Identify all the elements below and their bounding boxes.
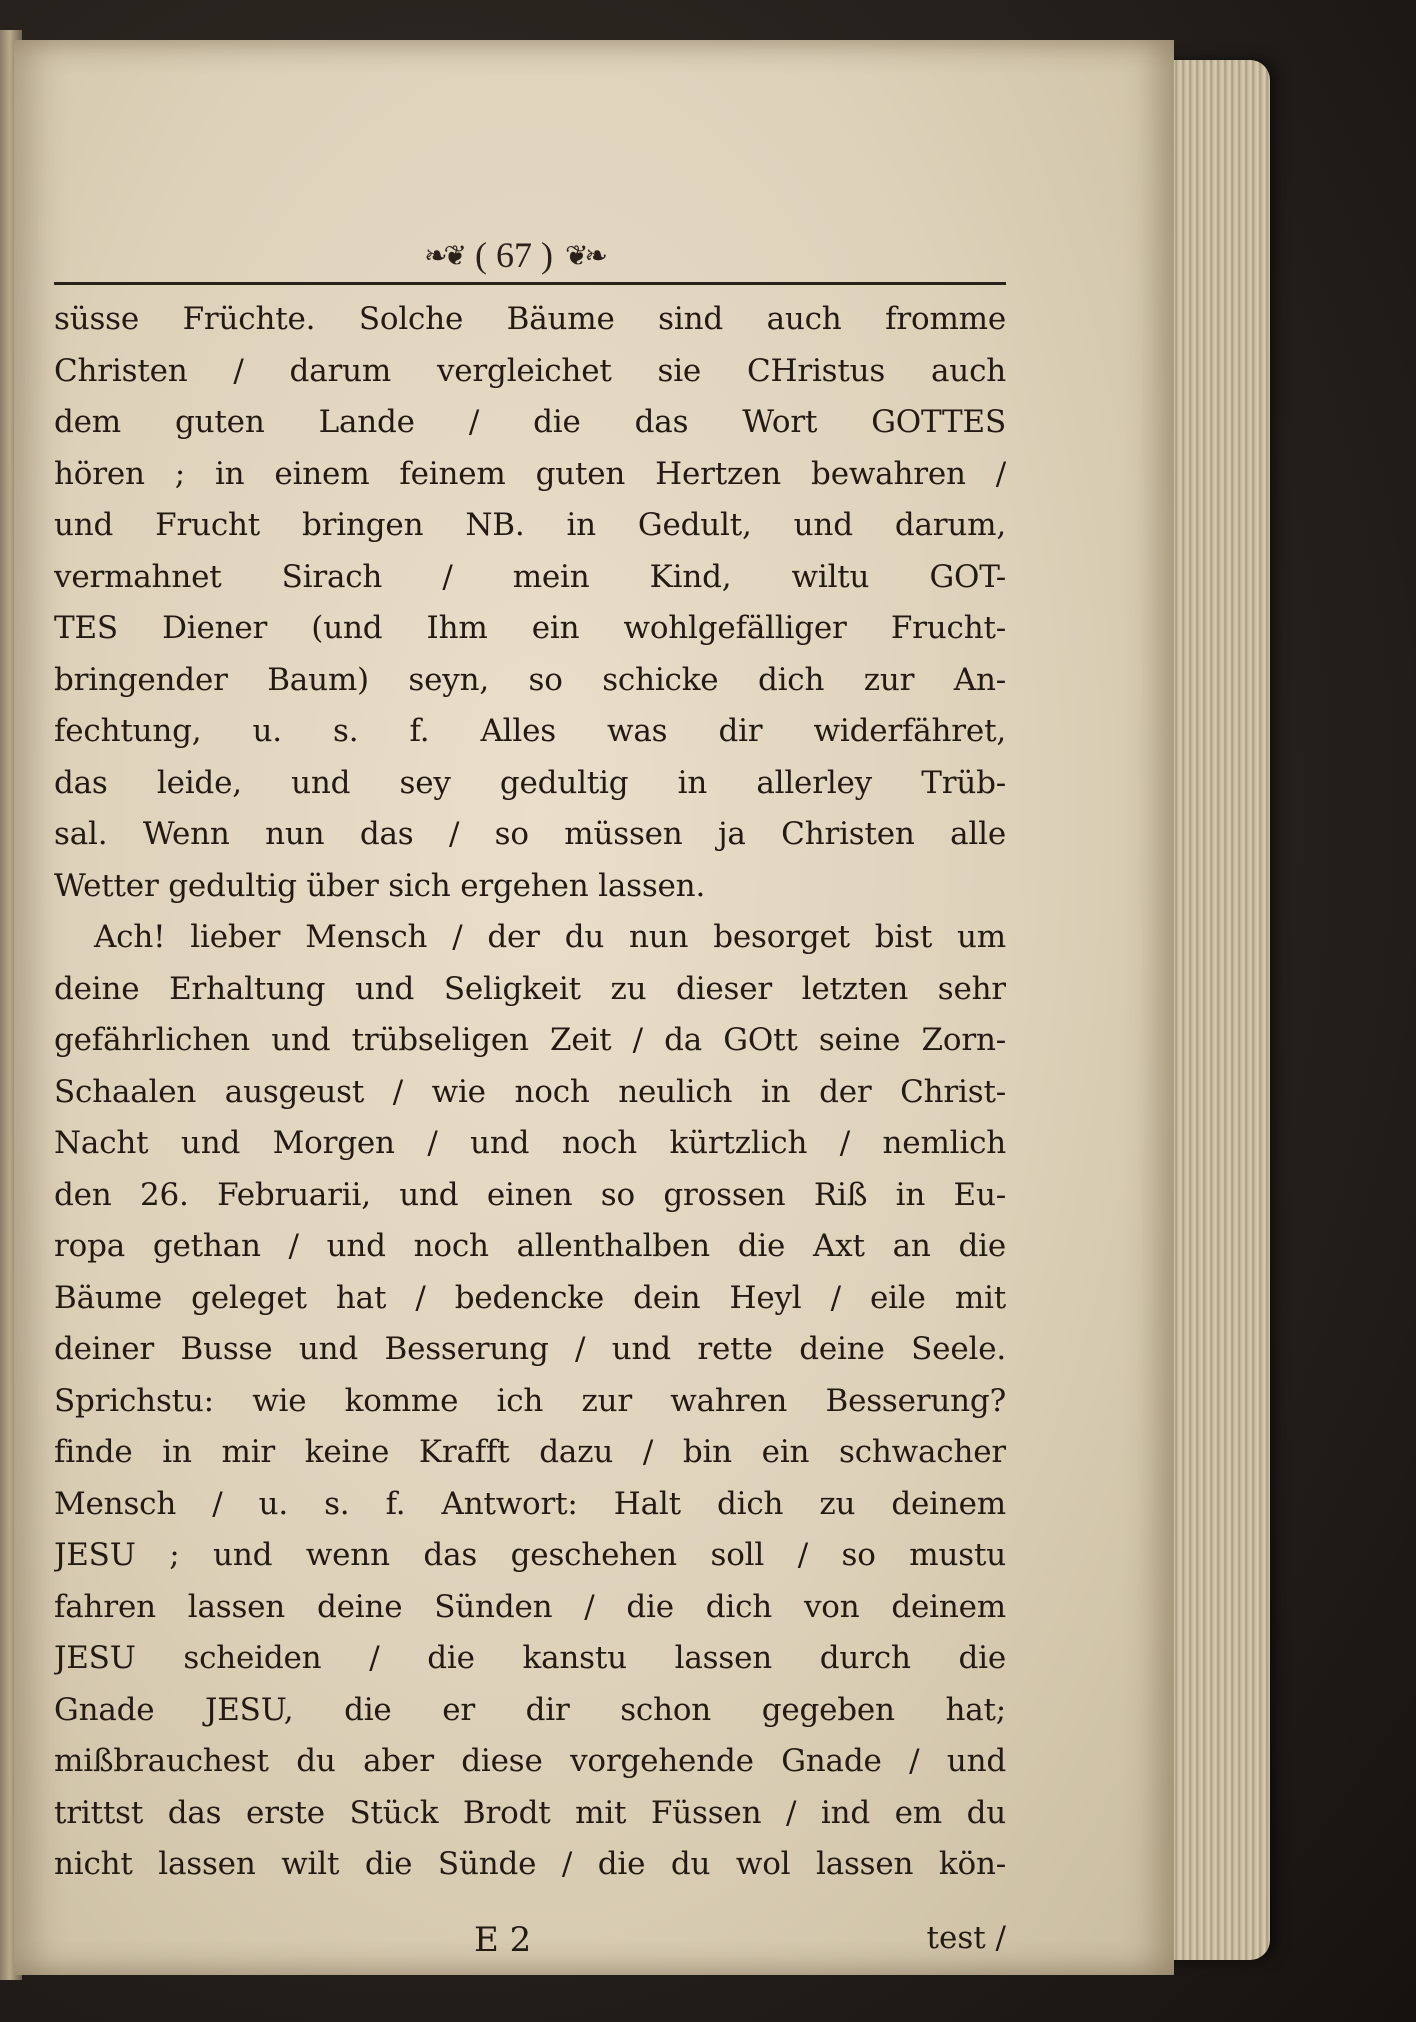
text-line: Bäume geleget hat / bedencke dein Heyl / eile mit xyxy=(54,1279,1006,1316)
text-line: fahren lassen deine Sünden / die dich von deinem xyxy=(54,1588,1006,1625)
text-line: süsse Früchte. Solche Bäume sind auch fromme xyxy=(54,301,1006,337)
text-line: Wetter gedultig über sich ergehen lassen. xyxy=(54,867,706,904)
catchword: test / xyxy=(926,1920,1006,1956)
text-line: JESU ; und wenn das geschehen soll / so mustu xyxy=(54,1537,1006,1573)
text-line: deine Erhaltung und Seligkeit zu dieser letzten sehr xyxy=(54,970,1006,1007)
text-line: sal. Wenn nun das / so müssen ja Christen alle xyxy=(54,816,1006,852)
text-line: Ach! lieber Mensch / der du nun besorget bist um xyxy=(94,919,1006,955)
page-footer xyxy=(54,1920,1006,1970)
text-line: Christen / darum vergleichet sie CHristus auch xyxy=(54,352,1006,389)
text-line: dem guten Lande / die das Wort GOTTES xyxy=(54,404,1006,440)
text-line: Mensch / u. s. f. Antwort: Halt dich zu deinem xyxy=(54,1485,1006,1522)
text-line: vermahnet Sirach / mein Kind, wiltu GOT- xyxy=(54,558,1006,595)
text-line: JESU scheiden / die kanstu lassen durch die xyxy=(54,1640,1006,1676)
text-line: das leide, und sey gedultig in allerley Trüb- xyxy=(54,764,1006,801)
text-line: fechtung, u. s. f. Alles was dir widerfähret, xyxy=(54,713,1006,749)
ornament-right-icon: ❦❧ xyxy=(564,238,604,272)
text-line: bringender Baum) seyn, so schicke dich zur An- xyxy=(54,661,1006,698)
text-line: trittst das erste Stück Brodt mit Füssen / ind em du xyxy=(54,1794,1006,1831)
text-line: nicht lassen wilt die Sünde / die du wol lassen kön- xyxy=(54,1846,1006,1882)
body-text xyxy=(54,294,1006,1891)
text-line: Nacht und Morgen / und noch kürtzlich / nemlich xyxy=(54,1125,1006,1161)
text-line: finde in mir keine Krafft dazu / bin ein schwacher xyxy=(54,1434,1006,1470)
text-line: den 26. Februarii, und einen so grossen Riß in Eu- xyxy=(54,1176,1006,1213)
page-header xyxy=(354,235,674,275)
text-line: hören ; in einem feinem guten Hertzen bewahren / xyxy=(54,455,1006,492)
ornament-left-icon: ❧❦ xyxy=(424,238,463,272)
header-rule xyxy=(54,282,1006,285)
text-line: Gnade JESU, die er dir schon gegeben hat; xyxy=(54,1691,1006,1728)
text-line: Sprichstu: wie komme ich zur wahren Besserung? xyxy=(54,1382,1006,1419)
text-line: mißbrauchest du aber diese vorgehende Gnade / und xyxy=(54,1743,1006,1779)
book-page xyxy=(14,40,1174,1975)
signature-mark: E 2 xyxy=(474,1920,532,1960)
page-number: ( 67 ) xyxy=(475,235,553,275)
text-line: TES Diener (und Ihm ein wohlgefälliger Frucht- xyxy=(54,610,1006,646)
text-line: deiner Busse und Besserung / und rette deine Seele. xyxy=(54,1331,1006,1367)
text-line: Schaalen ausgeust / wie noch neulich in der Christ- xyxy=(54,1073,1006,1110)
text-line: gefährlichen und trübseligen Zeit / da GOtt seine Zorn- xyxy=(54,1022,1006,1058)
text-line: ropa gethan / und noch allenthalben die Axt an die xyxy=(54,1228,1006,1264)
text-line: und Frucht bringen NB. in Gedult, und darum, xyxy=(54,507,1006,543)
